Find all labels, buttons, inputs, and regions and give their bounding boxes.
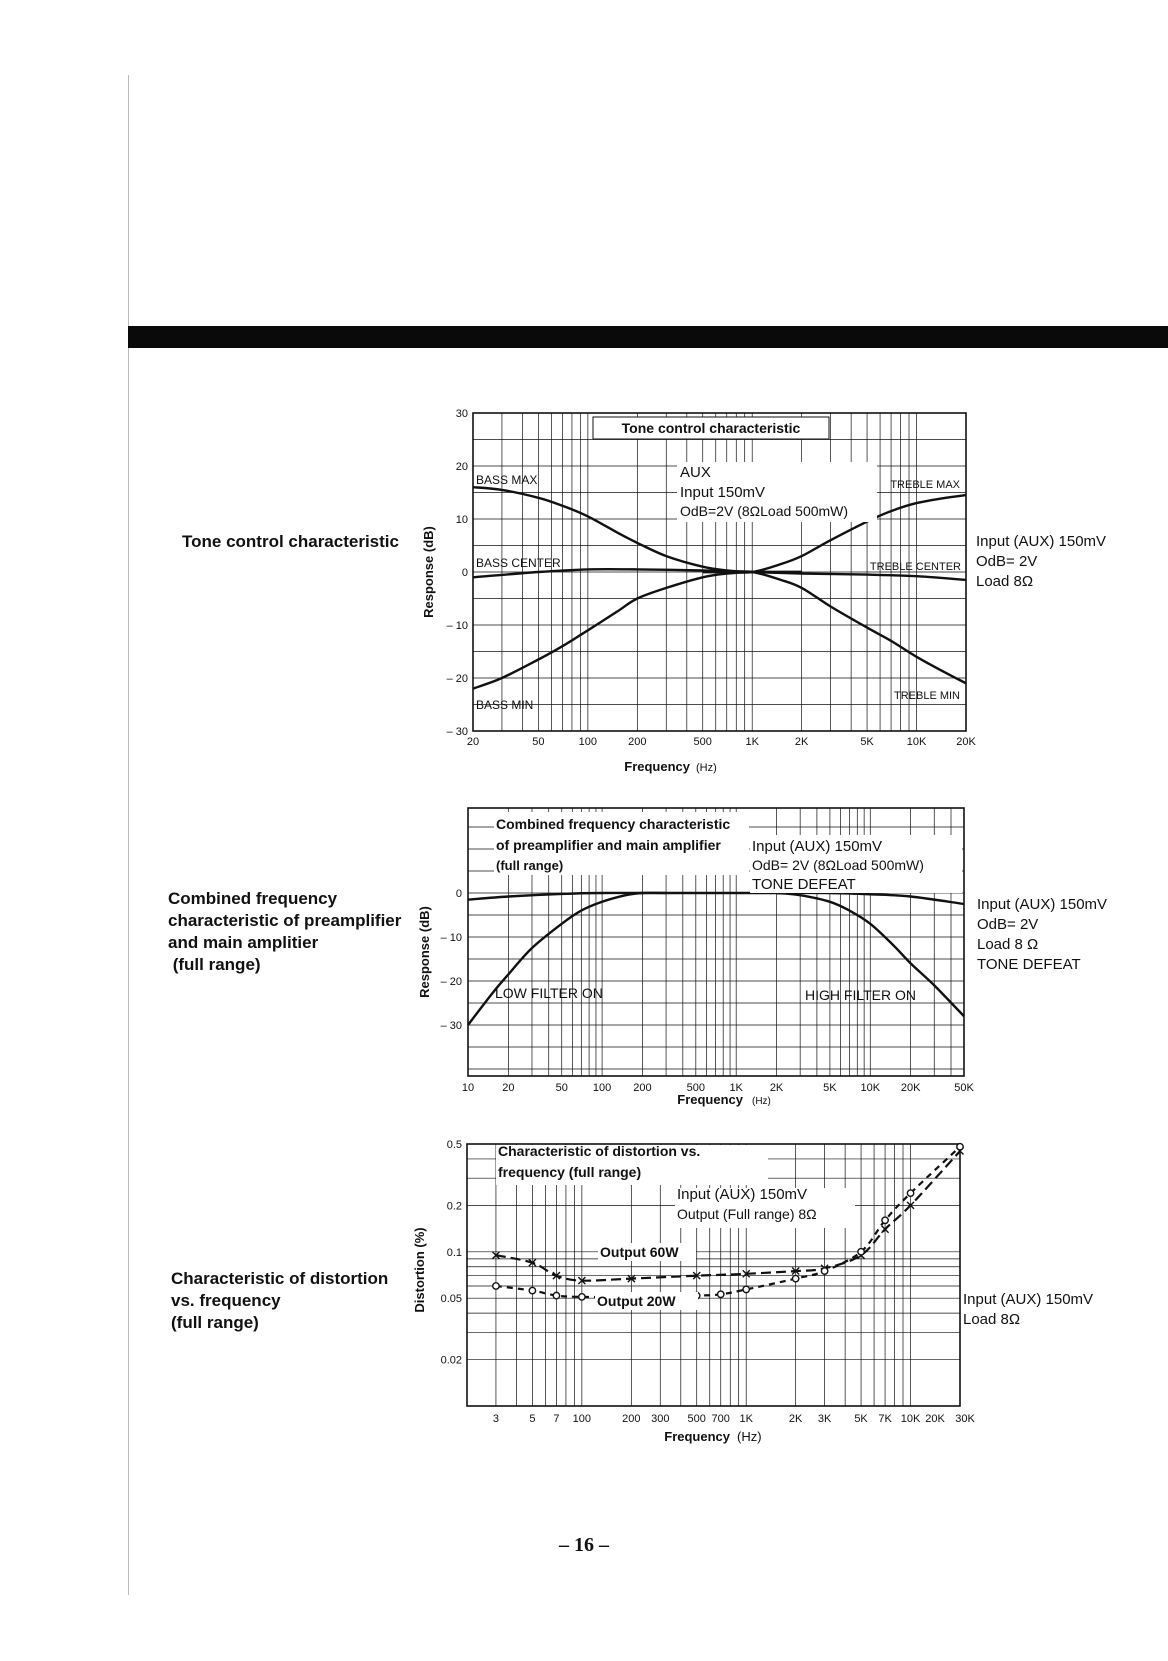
- distortion-point-20w: [743, 1286, 749, 1292]
- distortion-xtick-label: 2K: [788, 1413, 803, 1425]
- combined-title-line1: Combined frequency characteristic: [496, 816, 731, 832]
- combined-xunit: (Hz): [752, 1096, 771, 1107]
- tone-xunit: (Hz): [696, 762, 717, 774]
- combined-note-tone: TONE DEFEAT: [752, 876, 856, 893]
- tone-xtick-label: 2K: [794, 736, 809, 748]
- combined-note-input: Input (AUX) 150mV: [752, 838, 883, 855]
- distortion-point-20w: [553, 1292, 559, 1298]
- series-60w-label: Output 60W: [600, 1244, 679, 1260]
- treble-max-label: TREBLE MAX: [890, 479, 960, 491]
- distortion-xtick-label: 10K: [900, 1413, 921, 1425]
- tone-ytick-label: – 30: [446, 726, 468, 738]
- combined-xtick-label: 100: [592, 1082, 612, 1094]
- distortion-xtick-label: 100: [572, 1413, 592, 1425]
- tone-ytick-label: – 20: [446, 673, 468, 685]
- tone-xtick-label: 20: [466, 736, 480, 748]
- combined-ytick-label: – 20: [440, 976, 462, 988]
- distortion-xtick-label: 1K: [739, 1413, 753, 1425]
- tone-note-odb: OdB=2V (8ΩLoad 500mW): [680, 503, 849, 519]
- tone-curve-4: [703, 571, 966, 683]
- tone-ytick-label: 0: [461, 567, 468, 579]
- distortion-xtick-label: 700: [711, 1413, 730, 1425]
- combined-xtick-label: 50: [555, 1082, 568, 1094]
- tone-ylabel: Response (dB): [421, 526, 436, 618]
- treble-min-label: TREBLE MIN: [893, 690, 960, 702]
- combined-ylabel: Response (dB): [417, 906, 432, 998]
- combined-xtick-label: 10K: [860, 1082, 881, 1094]
- distortion-point-20w: [907, 1190, 913, 1196]
- tone-xtick-label: 1K: [745, 736, 759, 748]
- distortion-xtick-label: 30K: [955, 1413, 975, 1425]
- tone-xtick-label: 500: [693, 736, 712, 748]
- tone-chart: [421, 408, 976, 774]
- tone-xtick-label: 5K: [860, 736, 874, 748]
- distortion-xtick-label: 7: [553, 1413, 560, 1425]
- bass-center-label: BASS CENTER: [476, 556, 561, 570]
- tone-xlabel: Frequency: [624, 759, 690, 774]
- series-20w-label: Output 20W: [597, 1293, 676, 1309]
- tone-ytick-label: – 10: [446, 620, 468, 632]
- distortion-point-20w: [792, 1275, 798, 1281]
- distortion-title-line2: frequency (full range): [498, 1164, 642, 1180]
- distortion-note-output: Output (Full range) 8Ω: [677, 1206, 817, 1222]
- distortion-point-20w: [579, 1294, 585, 1300]
- distortion-xtick-label: 200: [622, 1413, 641, 1425]
- tone-note-input: Input 150mV: [680, 484, 766, 501]
- combined-curve-0: [468, 893, 964, 904]
- tone-chart-title: Tone control characteristic: [621, 420, 801, 436]
- tone-spec-odb: OdB= 2V: [976, 553, 1038, 570]
- distortion-point-20w: [957, 1144, 963, 1150]
- bass-max-label: BASS MAX: [476, 473, 538, 487]
- distortion-ylabel: Distortion (%): [412, 1227, 427, 1313]
- combined-xtick-label: 10: [461, 1082, 475, 1094]
- distortion-point-20w: [529, 1287, 535, 1293]
- distortion-xtick-label: 300: [651, 1413, 670, 1425]
- tone-xtick-label: 20K: [956, 736, 976, 748]
- distortion-point-20w: [821, 1268, 827, 1274]
- distortion-ytick-label: 0.5: [446, 1139, 462, 1151]
- combined-spec-load: Load 8 Ω: [977, 936, 1039, 953]
- combined-spec-odb: OdB= 2V: [977, 916, 1039, 933]
- distortion-point-20w: [718, 1291, 724, 1297]
- distortion-ytick-label: 0.2: [446, 1200, 462, 1213]
- distortion-xunit: (Hz): [737, 1429, 762, 1444]
- page-number: – 16 –: [559, 1534, 609, 1556]
- distortion-xlabel: Frequency: [664, 1429, 730, 1444]
- tone-spec-load: Load 8Ω: [976, 573, 1034, 590]
- tone-spec-input: Input (AUX) 150mV: [976, 533, 1107, 550]
- tone-ytick-label: 10: [455, 514, 468, 526]
- combined-xlabel: Frequency: [677, 1092, 743, 1107]
- distortion-point-20w: [858, 1249, 864, 1255]
- combined-xtick-label: 5K: [823, 1082, 837, 1094]
- distortion-xtick-label: 5K: [854, 1413, 868, 1425]
- combined-xtick-label: 50K: [954, 1082, 974, 1094]
- combined-chart: [417, 808, 974, 1107]
- tone-xtick-label: 200: [628, 736, 647, 748]
- distortion-point-20w: [882, 1217, 888, 1223]
- distortion-chart: [412, 1139, 975, 1444]
- distortion-note-input: Input (AUX) 150mV: [677, 1186, 808, 1203]
- combined-xtick-label: 20K: [900, 1082, 921, 1094]
- combined-ytick-label: – 10: [440, 932, 462, 944]
- distortion-xtick-label: 3K: [817, 1413, 832, 1425]
- high-filter-label: HIGH FILTER ON: [805, 987, 916, 1003]
- distortion-ytick-label: 0.02: [440, 1354, 462, 1367]
- combined-xtick-label: 1K: [729, 1082, 743, 1094]
- tone-ytick-label: 30: [455, 408, 468, 420]
- distortion-point-20w: [493, 1283, 499, 1289]
- combined-title-line3: (full range): [496, 858, 564, 873]
- distortion-title-line1: Characteristic of distortion vs.: [498, 1143, 701, 1159]
- combined-ytick-label: 0: [455, 888, 462, 900]
- distortion-ytick-label: 0.05: [440, 1293, 462, 1306]
- distortion-xtick-label: 3: [492, 1413, 500, 1425]
- combined-note-odb: OdB= 2V (8ΩLoad 500mW): [752, 857, 924, 873]
- tone-xtick-label: 10K: [906, 736, 927, 748]
- distortion-xtick-label: 20K: [925, 1413, 945, 1425]
- distortion-spec-load: Load 8Ω: [963, 1311, 1021, 1328]
- tone-xtick-label: 50: [532, 736, 545, 748]
- combined-chart-side-label: Combined frequency characteristic of preamplifier and main amplitier (full range): [168, 889, 402, 974]
- combined-ytick-label: – 30: [440, 1020, 462, 1032]
- bass-min-label: BASS MIN: [476, 698, 534, 712]
- distortion-xtick-label: 7K: [878, 1413, 892, 1425]
- tone-ytick-label: 20: [455, 461, 468, 473]
- distortion-spec-input: Input (AUX) 150mV: [963, 1291, 1094, 1308]
- treble-center-label: TREBLE CENTER: [869, 561, 961, 573]
- combined-title-line2: of preamplifier and main amplifier: [496, 837, 721, 853]
- distortion-ytick-label: 0.1: [446, 1246, 462, 1259]
- combined-spec-tone: TONE DEFEAT: [977, 956, 1081, 973]
- combined-xtick-label: 500: [686, 1082, 705, 1094]
- tone-chart-side-label: Tone control characteristic: [182, 532, 399, 551]
- distortion-chart-side-label: Characteristic of distortion vs. frequency (full range): [171, 1269, 389, 1332]
- tone-note-aux: AUX: [680, 464, 711, 481]
- combined-xtick-label: 200: [633, 1082, 652, 1094]
- low-filter-label: LOW FILTER ON: [495, 985, 603, 1001]
- combined-xtick-label: 2K: [769, 1082, 784, 1094]
- combined-xtick-label: 20: [502, 1082, 515, 1094]
- tone-xtick-label: 100: [578, 736, 598, 748]
- combined-spec-input: Input (AUX) 150mV: [977, 896, 1108, 913]
- distortion-xtick-label: 500: [687, 1413, 706, 1425]
- distortion-xtick-label: 5: [529, 1413, 536, 1425]
